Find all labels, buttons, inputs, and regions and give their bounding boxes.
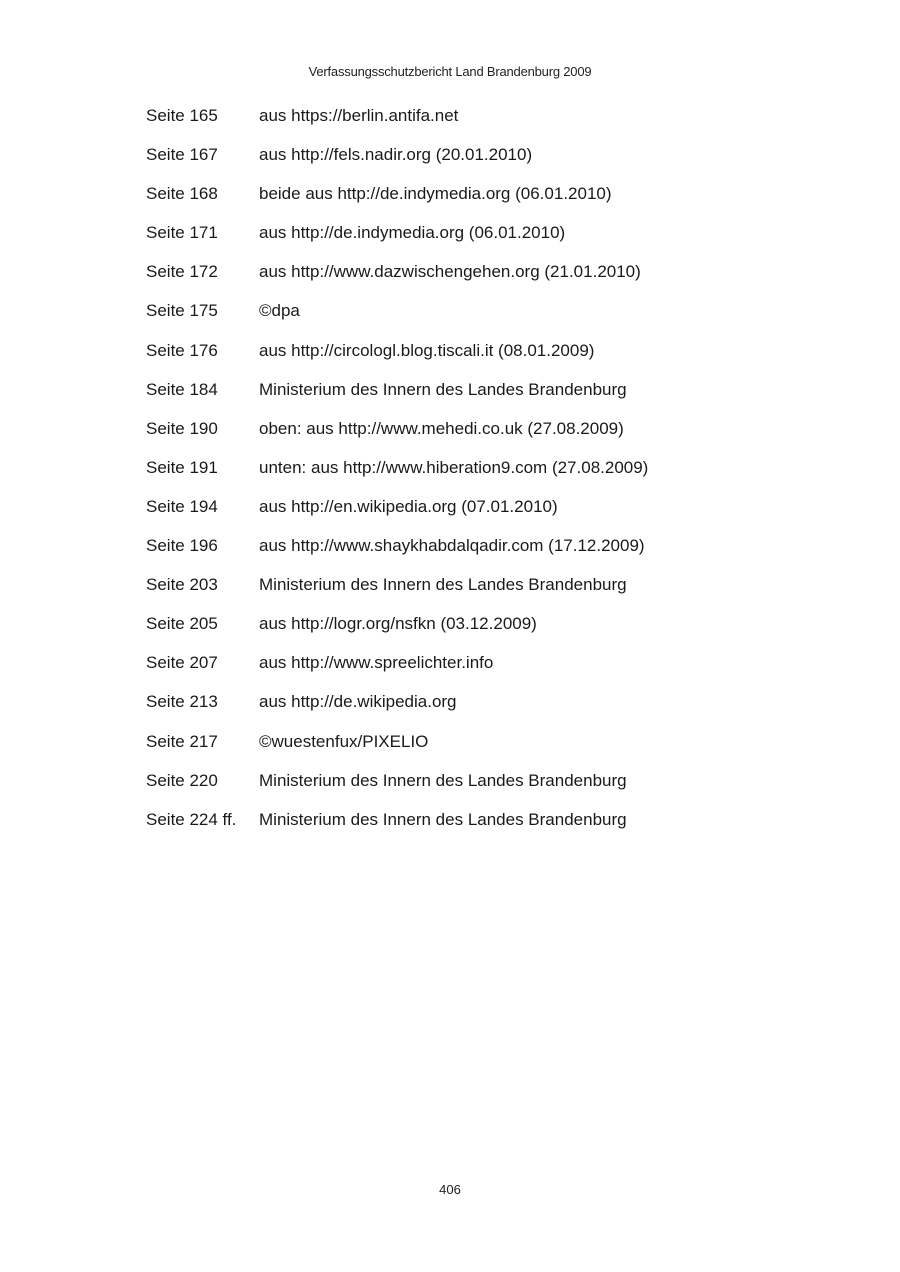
credit-source: aus http://circologl.blog.tiscali.it (08.01.2009) (259, 340, 595, 360)
credit-row (146, 106, 846, 145)
credit-page: Seite 220 (146, 770, 218, 790)
credit-row (146, 575, 846, 614)
credit-source: aus http://en.wikipedia.org (07.01.2010) (259, 496, 558, 516)
page-number: 406 (439, 1182, 461, 1197)
credit-page: Seite 165 (146, 106, 218, 125)
credit-row (146, 301, 846, 340)
credit-source: Ministerium des Innern des Landes Brandenburg (259, 770, 627, 790)
credit-page: Seite 217 (146, 731, 218, 751)
credit-source: aus http://www.shaykhabdalqadir.com (17.12.2009) (259, 536, 645, 556)
credit-page: Seite 175 (146, 301, 218, 321)
credit-row (146, 223, 846, 262)
credit-row (146, 732, 846, 771)
credit-page: Seite 205 (146, 614, 218, 634)
credit-row (146, 536, 846, 575)
credit-row (146, 145, 846, 184)
credit-row (146, 184, 846, 223)
credit-page: Seite 224 ff. (146, 809, 237, 829)
credit-page: Seite 168 (146, 184, 218, 204)
credit-source: aus http://logr.org/nsfkn (03.12.2009) (259, 614, 537, 634)
credit-row (146, 653, 846, 692)
credit-page: Seite 190 (146, 418, 218, 438)
credit-page: Seite 167 (146, 145, 218, 165)
credit-source: Ministerium des Innern des Landes Brandenburg (259, 809, 627, 829)
credit-page: Seite 172 (146, 262, 218, 282)
credit-source: oben: aus http://www.mehedi.co.uk (27.08.2009) (259, 418, 624, 438)
credit-row (146, 810, 846, 849)
credit-list (146, 106, 846, 849)
credit-page: Seite 191 (146, 457, 218, 477)
credit-page: Seite 203 (146, 575, 218, 595)
credit-source: ©wuestenfux/PIXELIO (259, 731, 429, 751)
credit-page: Seite 207 (146, 653, 218, 673)
credit-row (146, 692, 846, 731)
credit-source: aus http://de.indymedia.org (06.01.2010) (259, 223, 566, 243)
credit-page: Seite 184 (146, 379, 218, 399)
credit-source: Ministerium des Innern des Landes Brandenburg (259, 575, 627, 595)
credit-row (146, 497, 846, 536)
credit-page: Seite 196 (146, 536, 218, 556)
credit-source: ©dpa (259, 301, 300, 321)
credit-row (146, 458, 846, 497)
credit-source: unten: aus http://www.hiberation9.com (27.08.2009) (259, 457, 649, 477)
credit-source: aus http://www.dazwischengehen.org (21.01.2010) (259, 262, 641, 282)
credit-row (146, 614, 846, 653)
credit-source: aus https://berlin.antifa.net (259, 106, 459, 125)
credit-page: Seite 194 (146, 496, 218, 516)
credit-source: aus http://de.wikipedia.org (259, 692, 457, 712)
credit-page: Seite 176 (146, 340, 218, 360)
credit-row (146, 419, 846, 458)
page-header: Verfassungsschutzbericht Land Brandenburg 2009 (308, 64, 592, 79)
credit-source: beide aus http://de.indymedia.org (06.01.2010) (259, 184, 612, 204)
credit-source: Ministerium des Innern des Landes Brandenburg (259, 379, 627, 399)
credit-row (146, 262, 846, 301)
credit-page: Seite 213 (146, 692, 218, 712)
credit-row (146, 341, 846, 380)
credit-page: Seite 171 (146, 223, 218, 243)
credit-source: aus http://fels.nadir.org (20.01.2010) (259, 145, 533, 165)
credit-source: aus http://www.spreelichter.info (259, 653, 494, 673)
credit-row (146, 380, 846, 419)
credit-row (146, 771, 846, 810)
